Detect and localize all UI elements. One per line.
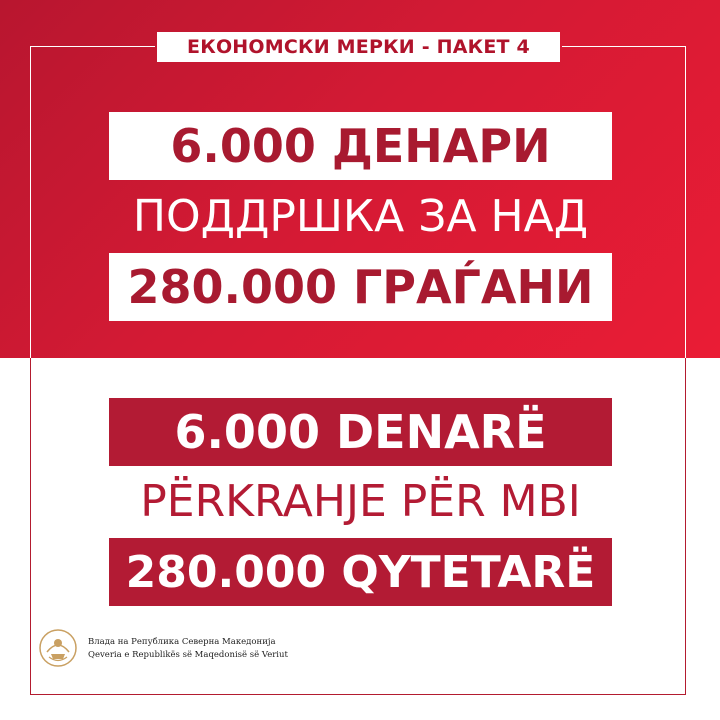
- frame-line: [562, 46, 686, 47]
- mk-citizens-label: 280.000 ГРАЃАНИ: [109, 253, 612, 321]
- header-title: ЕКОНОМСКИ МЕРКИ - ПАКЕТ 4: [157, 32, 560, 62]
- al-citizens-label: 280.000 QYTETARË: [109, 538, 612, 606]
- frame-line: [685, 358, 686, 695]
- footer-albanian-name: Qeveria e Republikës së Maqedonisë së Veriut: [88, 649, 288, 660]
- government-emblem-icon: [38, 628, 78, 668]
- government-footer: [38, 628, 288, 668]
- mk-support-text: ПОДДРШКА ЗА НАД: [132, 190, 589, 242]
- frame-line: [30, 46, 155, 47]
- frame-line: [30, 358, 31, 695]
- frame-line: [30, 46, 31, 358]
- al-support-text: PËRKRAHJE PËR MBI: [140, 475, 581, 527]
- footer-macedonian-name: Влада на Република Северна Македонија: [88, 636, 276, 647]
- frame-line: [30, 694, 686, 695]
- al-amount-label: 6.000 DENARË: [109, 398, 612, 466]
- mk-amount-label: 6.000 ДЕНАРИ: [109, 112, 612, 180]
- frame-line: [685, 46, 686, 358]
